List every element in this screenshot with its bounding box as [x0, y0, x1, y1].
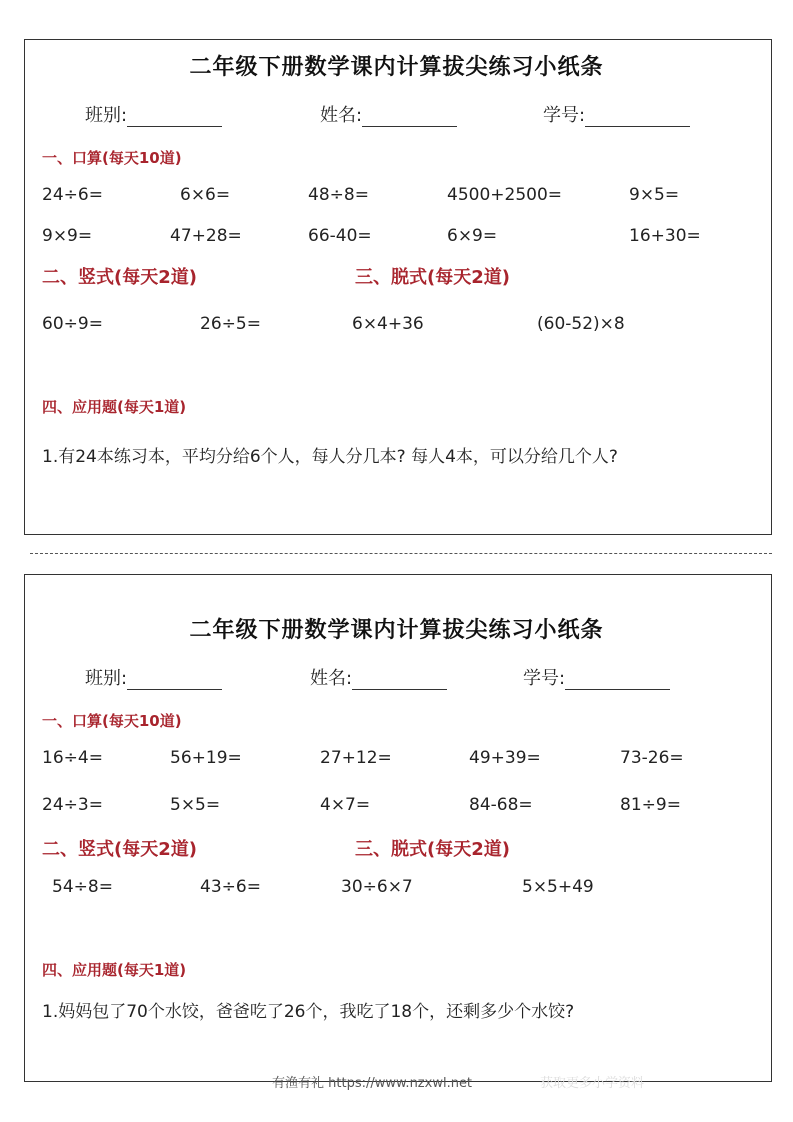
slip-1-name-field [320, 101, 457, 127]
problem: 4500+2500= [447, 185, 563, 205]
problem: 43÷6= [200, 877, 261, 897]
class-label: 班别: [85, 668, 128, 689]
class-label: 班别: [85, 105, 128, 126]
footer-faint-text: 获取更多小学资料 [540, 1076, 645, 1091]
slip-1-section-stepwise-heading: 三、脱式(每天2道) [355, 267, 510, 288]
slip-1-word-problem: 1.有24本练习本，平均分给6个人，每人分几本? 每人4本，可以分给几个人? [42, 447, 618, 467]
problem: 4×7= [320, 795, 371, 815]
slip-1-section-vertical-heading: 二、竖式(每天2道) [42, 267, 197, 288]
problem: 47+28= [170, 226, 242, 246]
problem: 6×9= [447, 226, 498, 246]
slip-1-class-field [85, 101, 222, 127]
problem: 81÷9= [620, 795, 681, 815]
problem: 5×5= [170, 795, 221, 815]
problem: 5×5+49 [522, 877, 594, 897]
number-label: 学号: [523, 668, 566, 689]
slip-2-name-field [310, 664, 447, 690]
problem: 73-26= [620, 748, 684, 768]
problem: (60-52)×8 [537, 314, 625, 334]
problem: 6×4+36 [352, 314, 424, 334]
problem: 16+30= [629, 226, 701, 246]
slip-2-title: 二年级下册数学课内计算拔尖练习小纸条 [189, 618, 604, 643]
name-label: 姓名: [320, 105, 363, 126]
slip-1-title: 二年级下册数学课内计算拔尖练习小纸条 [189, 55, 604, 80]
problem: 9×9= [42, 226, 93, 246]
problem: 27+12= [320, 748, 392, 768]
problem: 24÷6= [42, 185, 103, 205]
number-blank[interactable] [585, 106, 690, 127]
class-blank[interactable] [127, 669, 222, 690]
number-blank[interactable] [565, 669, 670, 690]
slip-2-class-field [85, 664, 222, 690]
footer-watermark: 有渔有礼 https://www.nzxwl.net [272, 1076, 473, 1091]
problem: 54÷8= [52, 877, 113, 897]
problem: 56+19= [170, 748, 242, 768]
number-label: 学号: [543, 105, 586, 126]
slip-1-number-field [543, 101, 690, 127]
class-blank[interactable] [127, 106, 222, 127]
cut-line [30, 553, 772, 554]
slip-1-section-word-problem-heading: 四、应用题(每天1道) [42, 398, 187, 416]
problem: 49+39= [469, 748, 541, 768]
slip-2-section-vertical-heading: 二、竖式(每天2道) [42, 839, 197, 860]
problem: 9×5= [629, 185, 680, 205]
problem: 24÷3= [42, 795, 103, 815]
problem: 48÷8= [308, 185, 369, 205]
problem: 30÷6×7 [341, 877, 413, 897]
problem: 66-40= [308, 226, 372, 246]
problem: 26÷5= [200, 314, 261, 334]
name-blank[interactable] [362, 106, 457, 127]
problem: 6×6= [180, 185, 231, 205]
slip-2-section-stepwise-heading: 三、脱式(每天2道) [355, 839, 510, 860]
slip-2-word-problem: 1.妈妈包了70个水饺，爸爸吃了26个，我吃了18个，还剩多少个水饺? [42, 1002, 575, 1022]
slip-2-section-word-problem-heading: 四、应用题(每天1道) [42, 961, 187, 979]
problem: 60÷9= [42, 314, 103, 334]
problem: 84-68= [469, 795, 533, 815]
problem: 16÷4= [42, 748, 103, 768]
slip-1-section-oral-heading: 一、口算(每天10道) [42, 149, 182, 167]
slip-2-section-oral-heading: 一、口算(每天10道) [42, 712, 182, 730]
name-blank[interactable] [352, 669, 447, 690]
slip-2-number-field [523, 664, 670, 690]
name-label: 姓名: [310, 668, 353, 689]
